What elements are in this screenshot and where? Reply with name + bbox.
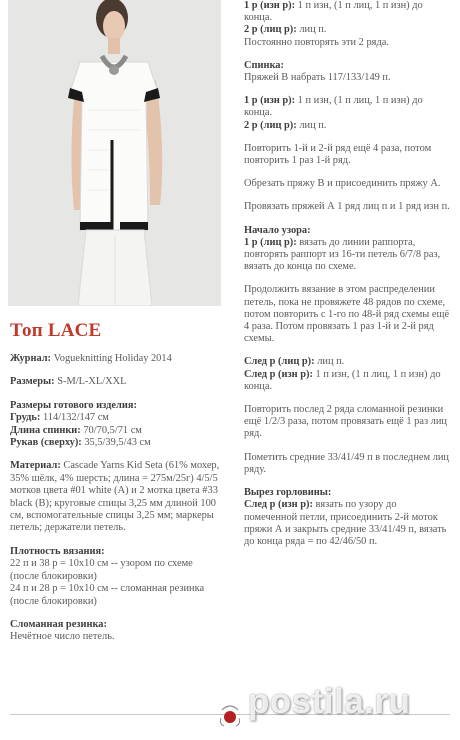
bust-label: Грудь: [10,412,41,424]
rib-row-1 [244,0,452,24]
back-title: Спинка: [244,59,284,71]
pattern-row-1 [244,237,452,274]
journal-label: Журнал: [10,353,52,364]
neckline-row [244,499,452,548]
rib-row-1-label: 1 р (изн р): [244,0,296,11]
rib-row-2-label: 2 р (лиц р): [244,24,297,36]
bust-value: 114/132/147 см [40,412,109,424]
material-label: Материал: [10,460,61,472]
bust-line [10,412,224,424]
next-rows [244,356,452,393]
postila-watermark: postila.ru [248,682,411,721]
pattern-start-block [244,225,452,274]
pattern-row-1-label: 1 р (лиц р): [244,236,297,248]
rib-row-1-text: 1 п изн, (1 п лиц, 1 п изн) до конца. [244,0,423,24]
back-row-2-text: лиц п. [296,119,327,131]
page-title: Топ LACE [10,320,102,341]
next-row-rs-label: След р (лиц р): [244,356,315,368]
back-block [244,60,452,84]
journal-line [10,353,224,365]
back-row-1-text: 1 п изн, (1 п лиц, 1 п изн) до конца. [244,95,423,119]
back-row-1 [244,95,452,119]
gauge-block [10,546,224,608]
continue-pattern: Продолжить вязание в этом распределении петель, пока не провяжете 48 рядов по схеме, потом повторить с 1-го по 48-й ряд схемы ещё 4 раза. Потом провязать 1 раз 1-й и 2-й ряд схемы. [244,284,450,345]
neckline-row-label: След р (изн р): [244,499,313,511]
mark-stitches: Пометить средние 33/41/49 п в последнем лиц ряду. [244,451,449,475]
length-label: Длина спинки: [10,424,81,436]
pattern-start-title: Начало узора: [244,224,311,236]
cut-yarn: Обрезать пряжу B и присоединить пряжу A. [244,178,441,190]
left-column [10,320,224,655]
sleeve-line [10,437,224,449]
rib-row-2 [244,24,452,36]
journal-value: Vogueknitting Holiday 2014 [51,353,172,364]
sizes-label: Размеры: [10,376,55,388]
model-illustration [8,0,221,306]
finished-sizes-block [10,400,224,450]
knit-with-a: Провязать пряжей А 1 ряд лиц п и 1 ряд изн п. [244,201,450,213]
sleeve-value: 35,5/39,5/43 см [81,437,151,449]
sizes-value: S-M/L-XL/XXL [54,376,127,388]
rib-repeat: Постоянно повторять эти 2 ряда. [244,36,389,48]
lace-ornament-icon [218,700,242,730]
next-row-ws-text: 1 п изн, (1 п лиц, 1 п изн) до конца. [244,368,441,392]
length-value: 70/70,5/71 см [80,424,142,436]
back-row-1-label: 1 р (изн р): [244,95,296,107]
next-row-rs-text: лиц п. [314,356,345,368]
neckline-block [244,487,452,548]
neckline-row-text: вязать по узору до помеченной петли, присоединить 2-й моток пряжи А и закрыть средние 33/41/49 п, вязать до конца ряда = по 42/46/50 п. [244,499,447,547]
rib-repeat-more: Повторить послед 2 ряда сломанной резинки ещё 1/2/3 раза, потом провязать ещё 1 раз лиц ряд. [244,404,447,440]
next-row-ws [244,369,452,393]
back-rows [244,95,452,132]
length-line [10,425,224,437]
neckline-title: Вырез горловины: [244,487,332,499]
rib-title: Сломанная резинка: [10,618,107,630]
right-column [244,0,452,559]
finished-sizes-title: Размеры готового изделия: [10,399,137,411]
rib-text: Нечётное число петель. [10,631,115,643]
next-row-ws-label: След р (изн р): [244,368,313,380]
rib-row-2-text: лиц п. [296,24,327,36]
back-row-2-label: 2 р (лиц р): [244,119,297,131]
gauge-title: Плотность вязания: [10,545,105,557]
rib-block [10,619,224,644]
rib-rows [244,0,452,49]
material-value: Cascade Yarns Kid Seta (61% мохер, 35% шёлк, 4% шерсть; длина = 275м/25г) 4/5/5 мотков цвета #01 white (A) и 2 мотка цвета #33 black (B); круговые спицы 3,25 мм длиной 100 см, вспомогательные спицы 3,25 мм; маркеры петель; держатели петель. [10,460,220,534]
pattern-row-1-text: вязать до линии раппорта, повторять раппорт из 16-ти петель 6/7/8 раз, вязать до конца по схеме. [244,236,441,273]
back-cast-on: Пряжей B набрать 117/133/149 п. [244,72,391,84]
repeat-rows: Повторить 1-й и 2-й ряд ещё 4 раза, потом повторить 1 раз 1-й ряд. [244,142,432,167]
gauge-line-1: 22 п и 38 р = 10х10 см -- узором по схеме (после блокировки) [10,558,193,582]
gauge-line-2: 24 п и 28 р = 10х10 см -- сломанная резинка (после блокировки) [10,583,205,607]
next-row-rs [244,356,452,368]
model-photo [8,0,221,306]
sleeve-label: Рукав (сверху): [10,437,82,449]
sizes-line [10,376,224,388]
material-block [10,460,224,534]
back-row-2 [244,120,452,132]
